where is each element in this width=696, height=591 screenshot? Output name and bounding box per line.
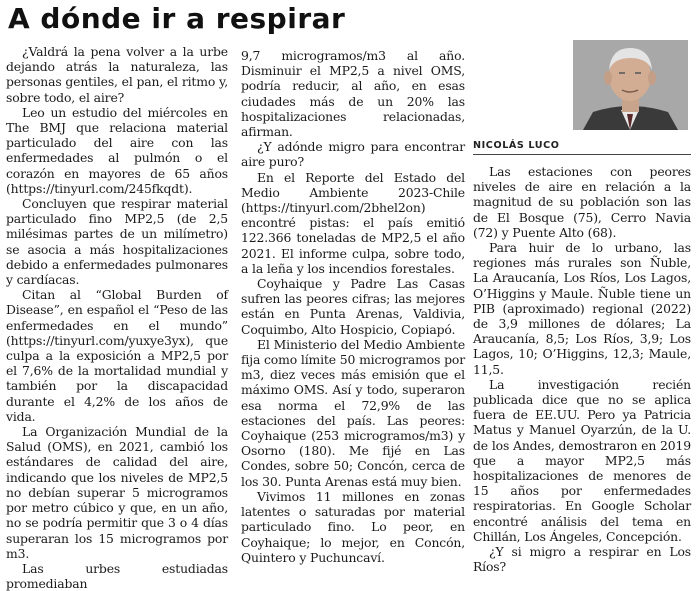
author-byline: NICOLÁS LUCO bbox=[473, 140, 691, 155]
page-title: A dónde ir a respirar bbox=[8, 2, 346, 35]
paragraph: Concluyen que respirar material particulado fino MP2,5 (de 2,5 milésimas partes de un milímetro) se asocia a más hospitalizaciones debido a enfermedades pulmonares y cardíacas. bbox=[6, 196, 228, 288]
paragraph: El Ministerio del Medio Ambiente fija como límite 50 microgramos por m3, diez veces más emisión que el máximo OMS. Así y todo, superaron esa norma el 72,9% de las estaciones del país. Las peores: Coyhaique (253 microgramos/m3) y Osorno (180). Me fijé en Las Condes, sobre 50; Concón, cerca de los 30. Punta Arenas está muy bien. bbox=[241, 336, 465, 489]
paragraph: Coyhaique y Padre Las Casas sufren las peores cifras; las mejores están en Punta Arenas, Valdivia, Coquimbo, Alto Hospicio, Copiapó. bbox=[241, 276, 465, 337]
paragraph: La Organización Mundial de la Salud (OMS), en 2021, cambió los estándares de calidad del aire, indicando que los niveles de MP2,5 no debían superar 5 microgramos por metro cúbico y que, en un año, no se podría permitir que 3 o 4 días superaran los 15 microgramos por m3. bbox=[6, 424, 228, 561]
paragraph: Las urbes estudiadas promediaban bbox=[6, 560, 228, 591]
paragraph: Leo un estudio del miércoles en The BMJ que relaciona material particulado del aire con las enfermedades al pulmón o el corazón en mayores de 65 años (https://tinyurl.com/245fkqdt). bbox=[6, 104, 228, 196]
article-column-3 bbox=[473, 164, 691, 574]
article-column-1 bbox=[6, 44, 228, 591]
article-column-2 bbox=[241, 48, 465, 565]
paragraph: ¿Y adónde migro para encontrar aire puro? bbox=[241, 139, 465, 170]
paragraph: ¿Y si migro a respirar en Los Ríos? bbox=[473, 544, 691, 575]
paragraph: 9,7 microgramos/m3 al año. Disminuir el MP2,5 a nivel OMS, podría reducir, al año, en esas ciudades más de un 20% las hospitalizaciones relacionadas, afirman. bbox=[241, 48, 465, 140]
paragraph: La investigación recién publicada dice que no se aplica fuera de EE.UU. Pero ya Patricia Matus y Manuel Oyarzún, de la U. de los Andes, demostraron en 2019 que a mayor MP2,5 más hospitalizaciones de menores de 15 años por enfermedades respiratorias. En Google Scholar encontré análisis del tema en Chillán, Los Ángeles, Concepción. bbox=[473, 376, 691, 544]
paragraph: ¿Valdrá la pena volver a la urbe dejando atrás la naturaleza, las personas gentiles, el pan, el ritmo y, sobre todo, el aire? bbox=[6, 44, 228, 105]
paragraph: Para huir de lo urbano, las regiones más rurales son Ñuble, La Araucanía, Los Ríos, Los Lagos, O’Higgins y Maule. Ñuble tiene un PIB (aproximado) regional (2022) de 3,9 millones de dólares; La Araucanía, 8,5; Los Ríos, 3,9; Los Lagos, 10; O’Higgins, 12,3; Maule, 11,5. bbox=[473, 240, 691, 377]
paragraph: Las estaciones con peores niveles de aire en relación a la magnitud de su población son las de El Bosque (75), Cerro Navia (72) y Puente Alto (68). bbox=[473, 164, 691, 240]
paragraph: Vivimos 11 millones en zonas latentes o saturadas por material particulado fino. Lo peor, en Coyhaique; lo mejor, en Concón, Quintero y Puchuncaví. bbox=[241, 488, 465, 565]
paragraph: Citan al “Global Burden of Disease”, en español el “Peso de las enfermedades en el mundo” (https://tinyurl.com/yuxye3yx), que culpa a la exposición a MP2,5 por el 7,6% de la mortalidad mundial y también por la discapacidad durante el 4,2% de los años de vida. bbox=[6, 287, 228, 424]
paragraph: En el Reporte del Estado del Medio Ambiente 2023-Chile (https://tinyurl.com/2bhel2on) encontré pistas: el país emitió 122.366 toneladas de MP2,5 el año 2021. El informe culpa, sobre todo, a la leña y los incendios forestales. bbox=[241, 169, 465, 276]
author-photo bbox=[573, 40, 688, 130]
